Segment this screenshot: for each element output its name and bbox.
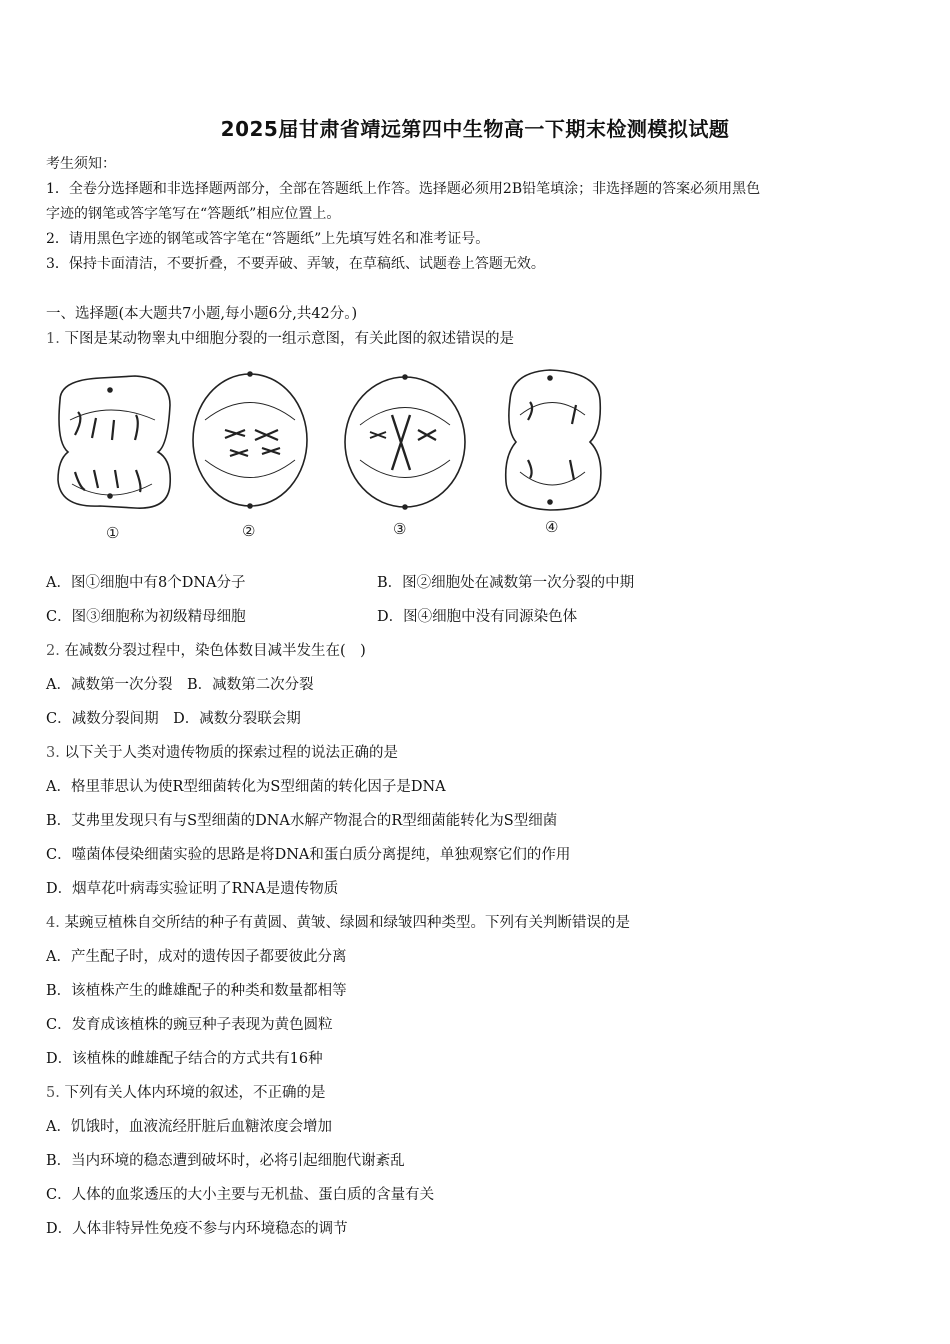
question-5-option-b: B．当内环境的稳态遭到破坏时，必将引起细胞代谢紊乱 <box>46 1153 405 1169</box>
figure-label: ② <box>242 522 256 540</box>
figure-label: ③ <box>393 520 407 538</box>
question-1-stem <box>46 327 514 348</box>
question-2-options-ab: A．减数第一次分裂 B．减数第二次分裂 <box>46 677 314 693</box>
question-text: 以下关于人类对遗传物质的探索过程的说法正确的是 <box>64 745 398 761</box>
question-1-option-a: A．图①细胞中有8个DNA分子 <box>46 575 246 591</box>
question-3-option-d: D．烟草花叶病毒实验证明了RNA是遗传物质 <box>46 881 339 897</box>
cell-diagram-2 <box>193 372 307 508</box>
exam-title: 2025届甘肃省靖远第四中生物高一下期末检测模拟试题 <box>220 117 730 141</box>
exam-notice <box>46 152 906 277</box>
cell-diagram-3 <box>345 375 465 509</box>
question-text: 下图是某动物睾丸中细胞分裂的一组示意图，有关此图的叙述错误的是 <box>64 331 514 347</box>
question-2-options-cd: C．减数分裂间期 D．减数分裂联会期 <box>46 711 301 727</box>
question-1-option-c: C．图③细胞称为初级精母细胞 <box>46 609 246 625</box>
question-3-option-a: A．格里菲思认为使R型细菌转化为S型细菌的转化因子是DNA <box>46 779 446 795</box>
notice-item: 1．全卷分选择题和非选择题两部分，全部在答题纸上作答。选择题必须用2B铅笔填涂；非选择题的答案必须用黑色 <box>46 181 761 197</box>
question-5-option-d: D．人体非特异性免疫不参与内环境稳态的调节 <box>46 1221 348 1237</box>
question-text: 在减数分裂过程中，染色体数目减半发生在( ) <box>64 643 366 659</box>
question-number: 5. <box>46 1085 60 1101</box>
notice-item: 字迹的钢笔或答字笔写在“答题纸”相应位置上。 <box>46 206 341 222</box>
question-3-option-c: C．噬菌体侵染细菌实验的思路是将DNA和蛋白质分离提纯，单独观察它们的作用 <box>46 847 571 863</box>
question-4-stem <box>46 911 630 932</box>
question-number: 3. <box>46 745 60 761</box>
question-4-option-d: D．该植株的雌雄配子结合的方式共有16种 <box>46 1051 323 1067</box>
notice-heading: 考生须知： <box>46 156 116 172</box>
question-5-option-c: C．人体的血浆透压的大小主要与无机盐、蛋白质的含量有关 <box>46 1187 435 1203</box>
question-3-option-b: B．艾弗里发现只有与S型细菌的DNA水解产物混合的R型细菌能转化为S型细菌 <box>46 813 558 829</box>
figure-label: ① <box>106 524 120 542</box>
notice-item: 3．保持卡面清洁，不要折叠，不要弄破、弄皱，在草稿纸、试题卷上答题无效。 <box>46 256 545 272</box>
question-4-option-a: A．产生配子时，成对的遗传因子都要彼此分离 <box>46 949 347 965</box>
section-heading: 一、选择题(本大题共7小题,每小题6分,共42分。) <box>46 306 358 322</box>
question-text: 下列有关人体内环境的叙述，不正确的是 <box>64 1085 326 1101</box>
question-number: 2. <box>46 643 60 659</box>
figure-label: ④ <box>545 518 559 536</box>
question-4-option-b: B．该植株产生的雌雄配子的种类和数量都相等 <box>46 983 347 999</box>
question-5-stem <box>46 1081 325 1102</box>
notice-item: 2．请用黑色字迹的钢笔或答字笔在“答题纸”上先填写姓名和准考证号。 <box>46 231 490 247</box>
question-5-option-a: A．饥饿时，血液流经肝脏后血糖浓度会增加 <box>46 1119 332 1135</box>
cell-division-figure <box>40 360 620 550</box>
question-number: 4. <box>46 915 60 931</box>
question-3-stem <box>46 741 398 762</box>
cell-diagram-4 <box>506 370 601 510</box>
question-text: 某豌豆植株自交所结的种子有黄圆、黄皱、绿圆和绿皱四种类型。下列有关判断错误的是 <box>64 915 630 931</box>
question-2-stem <box>46 639 366 660</box>
question-1-option-b: B．图②细胞处在减数第一次分裂的中期 <box>377 575 635 591</box>
question-number: 1. <box>46 331 60 347</box>
question-1-option-d: D．图④细胞中没有同源染色体 <box>377 609 578 625</box>
question-4-option-c: C．发育成该植株的豌豆种子表现为黄色圆粒 <box>46 1017 333 1033</box>
cell-diagram-1 <box>58 376 170 508</box>
